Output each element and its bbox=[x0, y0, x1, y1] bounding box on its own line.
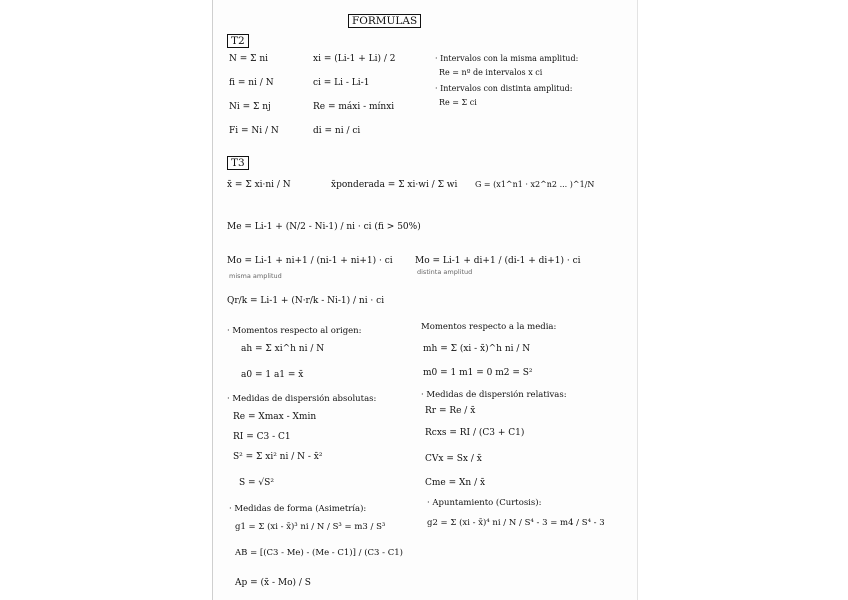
formula-moment-mean: mh = Σ (xi - x̄)^h ni / N bbox=[423, 344, 531, 354]
formula-median: Me = Li-1 + (N/2 - Ni-1) / ni · ci (fi > 50%) bbox=[227, 222, 421, 232]
formula-geometric-mean: G = (x1^n1 · x2^n2 ... )^1/N bbox=[475, 180, 595, 189]
formula-ni: Ni = Σ nj bbox=[229, 102, 271, 112]
formula-ci: ci = Li - Li-1 bbox=[313, 78, 370, 88]
heading-dispersion-relative: · Medidas de dispersión relativas: bbox=[421, 390, 567, 400]
formula-moment-origin-values: a0 = 1 a1 = x̄ bbox=[241, 370, 304, 380]
formula-cme: Cme = Xn / x̄ bbox=[425, 478, 486, 488]
formula-weighted-mean: x̄ponderada = Σ xi·wi / Σ wi bbox=[331, 180, 458, 190]
section-t3-label: T3 bbox=[227, 156, 249, 170]
formula-pearson-skewness: Ap = (x̄ - Mo) / S bbox=[235, 578, 311, 588]
formula-kurtosis: g2 = Σ (xi - x̄)⁴ ni / N / S⁴ - 3 = m4 / S⁴ - 3 bbox=[427, 518, 605, 528]
heading-shape: · Medidas de forma (Asimetría): bbox=[229, 504, 367, 514]
formula-fi-cum: Fi = Ni / N bbox=[229, 126, 279, 136]
heading-dispersion-absolute: · Medidas de dispersión absolutas: bbox=[227, 394, 377, 404]
formula-variance: S² = Σ xi² ni / N - x̄² bbox=[233, 452, 323, 462]
formula-di: di = ni / ci bbox=[313, 126, 361, 136]
page-title: FORMULAS bbox=[348, 14, 421, 28]
formula-quantile: Qr/k = Li-1 + (N·r/k - Ni-1) / ni · ci bbox=[227, 296, 385, 306]
formula-moment-origin: ah = Σ xi^h ni / N bbox=[241, 344, 325, 354]
formula-mode-equal: Mo = Li-1 + ni+1 / (ni-1 + ni+1) · ci bbox=[227, 256, 393, 266]
formula-interquartile: RI = C3 - C1 bbox=[233, 432, 291, 442]
formula-bowley-skewness: AB = [(C3 - Me) - (Me - C1)] / (C3 - C1) bbox=[235, 548, 403, 558]
note-diff-amplitude-formula: Re = Σ ci bbox=[439, 98, 477, 107]
formula-relative-iqr: Rcxs = RI / (C3 + C1) bbox=[425, 428, 525, 438]
note-same-amplitude-formula: Re = nº de intervalos x ci bbox=[439, 68, 543, 77]
section-t2-label: T2 bbox=[227, 34, 249, 48]
formula-n: N = Σ ni bbox=[229, 54, 269, 64]
formula-fisher-skewness: g1 = Σ (xi - x̄)³ ni / N / S³ = m3 / S³ bbox=[235, 522, 386, 532]
formula-relative-range: Rr = Re / x̄ bbox=[425, 406, 476, 416]
formula-fi: fi = ni / N bbox=[229, 78, 274, 88]
note-diff-amplitude: · Intervalos con distinta amplitud: bbox=[435, 84, 573, 93]
formula-mean: x̄ = Σ xi·ni / N bbox=[227, 180, 291, 190]
formula-std-dev: S = √S² bbox=[239, 478, 274, 488]
formula-range: Re = Xmax - Xmin bbox=[233, 412, 317, 422]
heading-moments-origin: · Momentos respecto al origen: bbox=[227, 326, 362, 336]
formula-cv: CVx = Sx / x̄ bbox=[425, 454, 482, 464]
formula-xi: xi = (Li-1 + Li) / 2 bbox=[313, 54, 396, 64]
formula-re: Re = máxi - mínxi bbox=[313, 102, 395, 112]
note-mode-equal: misma amplitud bbox=[229, 272, 282, 280]
heading-kurtosis: · Apuntamiento (Curtosis): bbox=[427, 498, 542, 508]
notes-page bbox=[212, 0, 638, 600]
note-mode-diff: distinta amplitud bbox=[417, 268, 473, 276]
formula-mode-diff: Mo = Li-1 + di+1 / (di-1 + di+1) · ci bbox=[415, 256, 581, 266]
note-same-amplitude: · Intervalos con la misma amplitud: bbox=[435, 54, 579, 63]
formula-moment-mean-values: m0 = 1 m1 = 0 m2 = S² bbox=[423, 368, 533, 378]
heading-moments-mean: Momentos respecto a la media: bbox=[421, 322, 557, 332]
